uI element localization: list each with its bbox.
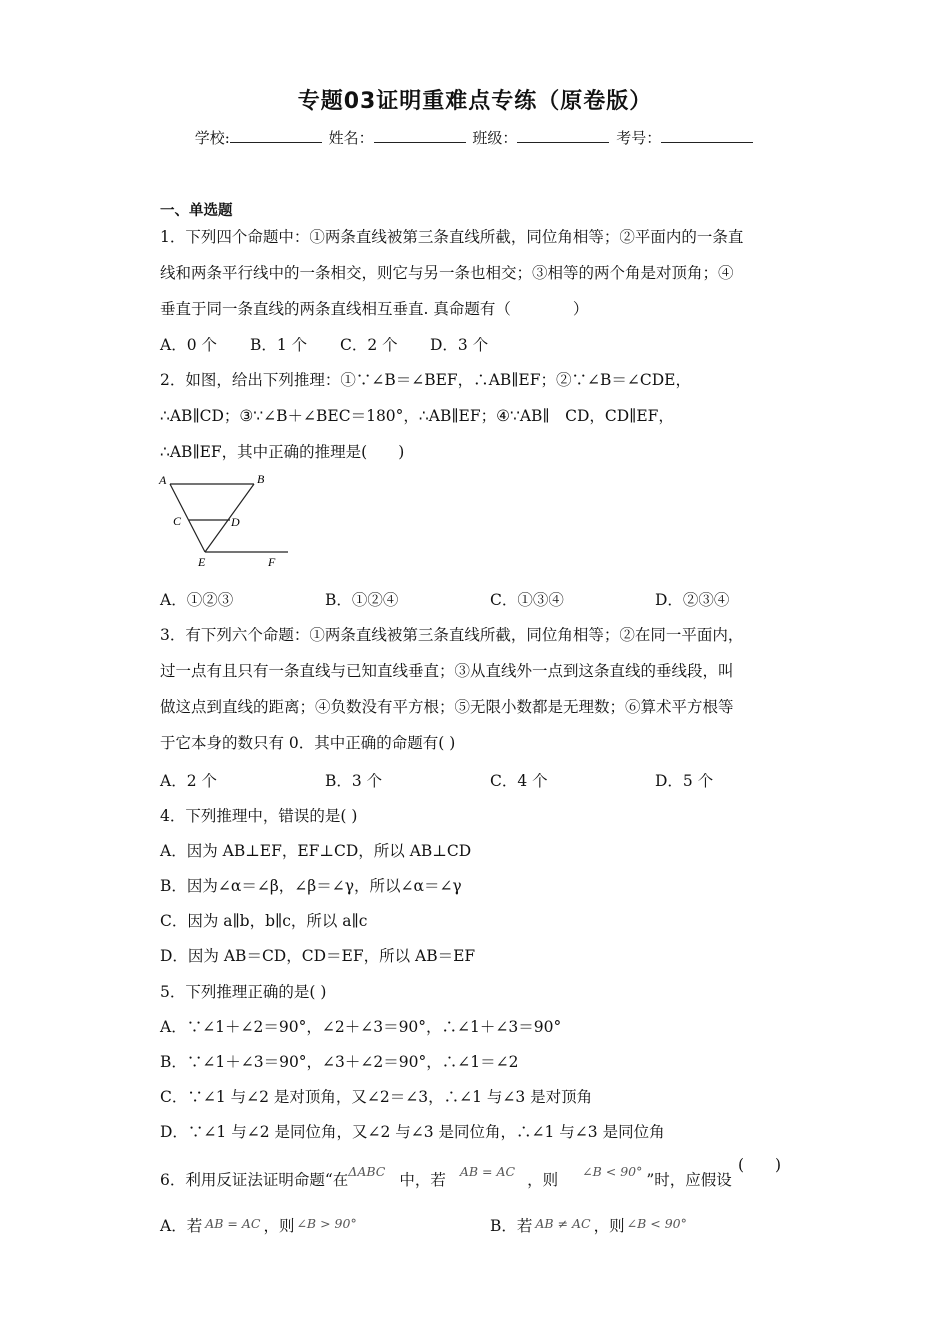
q4-option-b[interactable]: B．因为∠α＝∠β，∠β＝∠γ，所以∠α＝∠γ [160,877,462,895]
q2-line-1: 2．如图，给出下列推理：①∵∠B＝∠BEF，∴AB∥EF；②∵∠B＝∠CDE， [160,371,691,389]
q6-option-a-prefix: A．若 [160,1217,203,1235]
q3-line-4: 于它本身的数只有 0．其中正确的命题有( ) [160,734,456,752]
q5-option-b[interactable]: B．∵∠1＋∠3＝90°，∠3＋∠2＝90°，∴∠1＝∠2 [160,1053,519,1071]
q2-option-c[interactable]: C．①③④ [490,591,564,609]
q6-line-1 [160,1164,732,1191]
class-label: 班级： [472,129,518,147]
label-a: A [159,473,167,487]
q6-mid-2: ，则 [527,1171,559,1189]
q1-line-2: 线和两条平行线中的一条相交，则它与另一条也相交；③相等的两个角是对顶角；④ [160,264,734,282]
line-be [205,484,254,552]
student-info-fields [0,127,950,148]
q2-option-d[interactable]: D．②③④ [655,591,730,609]
name-label: 姓名： [328,129,374,147]
q6-math-condition: AB = AC [459,1164,516,1179]
q5-line-1: 5．下列推理正确的是( ) [160,983,327,1001]
q5-option-a[interactable]: A．∵∠1＋∠2＝90°，∠2＋∠3＝90°，∴∠1＋∠3＝90° [160,1018,562,1036]
q3-option-c[interactable]: C．4 个 [490,772,548,790]
q4-option-d[interactable]: D．因为 AB＝CD，CD＝EF，所以 AB＝EF [160,947,476,965]
q6-option-b-mid: ，则 [593,1217,625,1235]
q1-option-b[interactable]: B．1 个 [250,336,308,354]
q6-prefix: 6．利用反证法证明命题“在 [160,1171,349,1189]
q6-option-b-prefix: B．若 [490,1217,533,1235]
q6-suffix: ”时，应假设 [646,1171,732,1189]
q6-answer-paren: ( ) [738,1156,782,1174]
q2-line-2: ∴AB∥CD；③∵∠B＋∠BEC＝180°，∴AB∥EF；④∵AB∥ CD，CD∥EF， [160,407,674,425]
label-c: C [173,514,182,528]
label-f: F [268,555,276,569]
q6-mid-1: 中，若 [399,1171,446,1189]
q1-option-a[interactable]: A．0 个 [160,336,217,354]
school-label: 学校: [194,129,230,147]
q1-option-c[interactable]: C．2 个 [340,336,398,354]
q6-option-a-math-2: ∠B > 90° [296,1216,357,1231]
q6-math-conclusion: ∠B < 90° [582,1164,643,1179]
q2-option-b[interactable]: B．①②④ [325,591,399,609]
q3-option-a[interactable]: A．2 个 [160,772,217,790]
q5-option-c[interactable]: C．∵∠1 与∠2 是对顶角，又∠2＝∠3，∴∠1 与∠3 是对顶角 [160,1088,593,1106]
q5-option-d[interactable]: D．∵∠1 与∠2 是同位角，又∠2 与∠3 是同位角，∴∠1 与∠3 是同位角 [160,1123,665,1141]
q6-option-a[interactable] [160,1216,357,1237]
name-blank[interactable] [374,128,466,143]
page-title: 专题03证明重难点专练（原卷版） [297,89,653,114]
exam-number-blank[interactable] [661,128,753,143]
q3-option-b[interactable]: B．3 个 [325,772,383,790]
q6-math-triangle: ΔABC [348,1164,386,1179]
q2-option-a[interactable]: A．①②③ [160,591,234,609]
school-blank[interactable] [230,128,322,143]
q3-line-2: 过一点有且只有一条直线与已知直线垂直；③从直线外一点到这条直线的垂线段，叫 [160,662,734,680]
q1-line-1: 1．下列四个命题中：①两条直线被第三条直线所截，同位角相等；②平面内的一条直 [160,228,744,246]
q6-option-a-math-1: AB = AC [205,1216,261,1231]
exam-number-label: 考号： [616,129,662,147]
q1-line-3: 垂直于同一条直线的两条直线相互垂直. 真命题有（ ） [160,300,589,318]
q6-option-b-math-2: ∠B < 90° [626,1216,687,1231]
q6-option-a-mid: ，则 [263,1217,295,1235]
label-d: D [231,515,240,529]
q2-geometry-figure [158,472,298,572]
label-e: E [198,555,206,569]
q3-option-d[interactable]: D．5 个 [655,772,714,790]
q4-option-a[interactable]: A．因为 AB⊥EF，EF⊥CD，所以 AB⊥CD [160,842,472,860]
label-b: B [257,472,265,486]
section-heading: 一、单选题 [160,203,233,219]
q6-option-b-math-1: AB ≠ AC [535,1216,591,1231]
q1-option-d[interactable]: D．3 个 [430,336,489,354]
q4-option-c[interactable]: C．因为 a∥b，b∥c，所以 a∥c [160,912,368,930]
q3-line-3: 做这点到直线的距离；④负数没有平方根；⑤无限小数都是无理数；⑥算术平方根等 [160,698,734,716]
q3-line-1: 3．有下列六个命题：①两条直线被第三条直线所截，同位角相等；②在同一平面内， [160,626,744,644]
q6-option-b[interactable] [490,1216,687,1237]
q4-line-1: 4．下列推理中，错误的是( ) [160,807,358,825]
class-blank[interactable] [517,128,609,143]
q2-line-3: ∴AB∥EF，其中正确的推理是( ) [160,443,405,461]
